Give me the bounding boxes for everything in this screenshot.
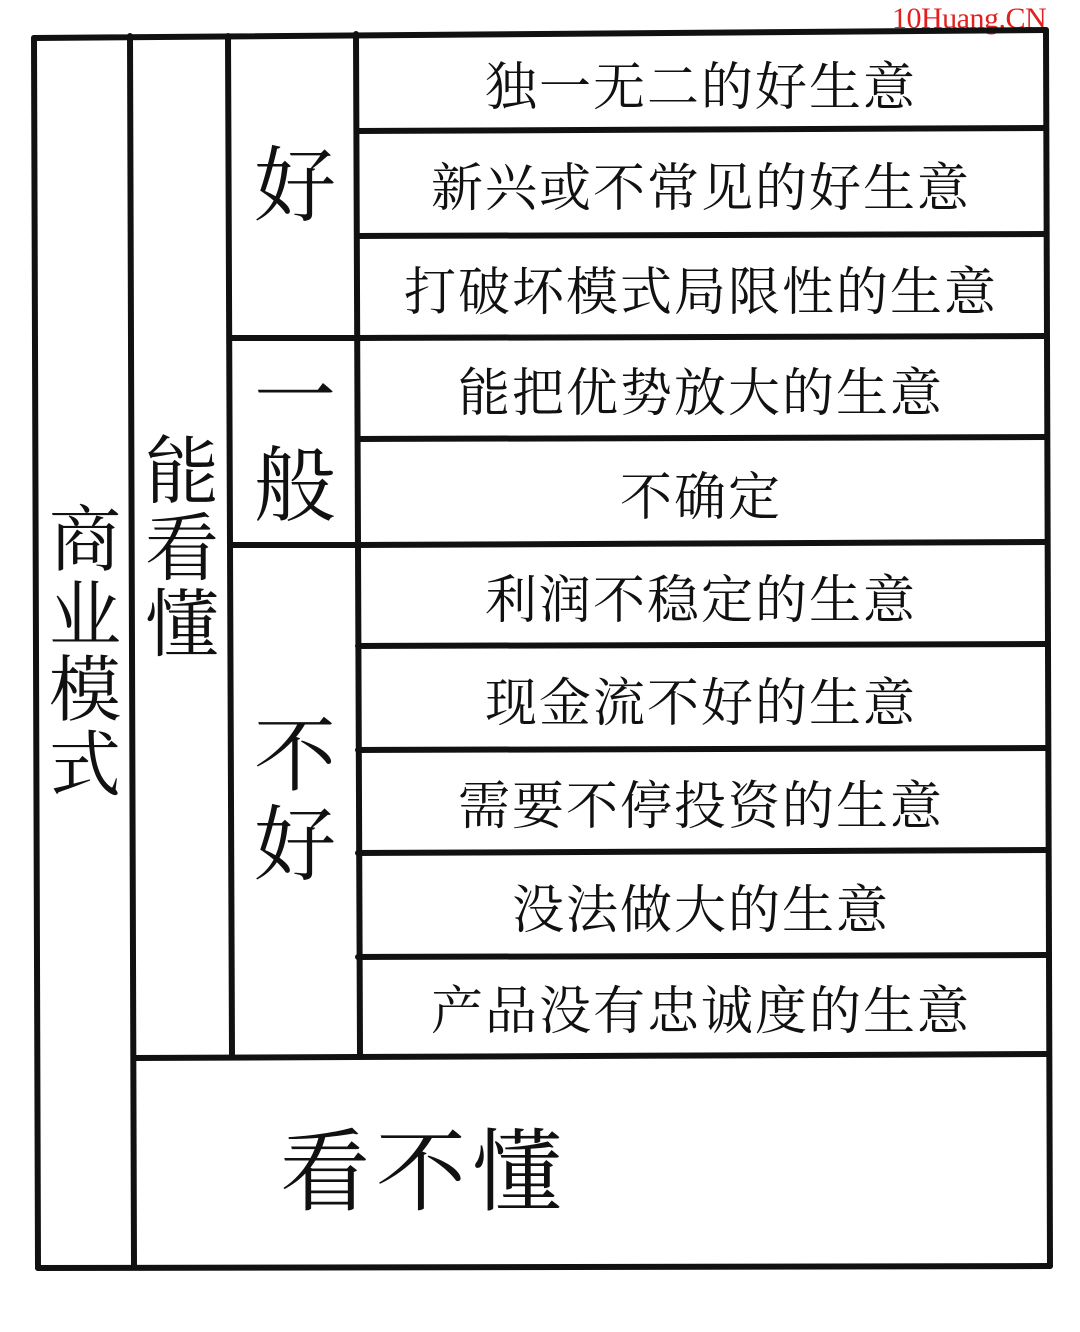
grade-1-char-2: 般 [253,438,336,534]
cell-good-2: 新兴或不常见的好生意 [430,159,971,219]
grade-2-char-2: 好 [253,798,336,893]
understandable-char-2: 看 [145,505,219,592]
business-model-char-1: 商 [48,498,121,583]
grade-2-char-1: 不 [253,709,336,805]
watermark: 10Huang.CN [892,2,1047,35]
cell-bad-3: 需要不停投资的生意 [457,777,944,837]
cell-bad-5: 产品没有忠诚度的生意 [430,981,971,1042]
outer-border-right [1046,30,1050,1266]
grade-bad-label [232,547,358,1057]
cell-bad-2: 现金流不好的生意 [484,673,917,734]
business-model-char-4: 式 [48,722,121,807]
understandable-label [134,40,230,1058]
cell-good-3: 打破坏模式局限性的生意 [403,262,998,323]
cell-good-1: 独一无二的好生意 [484,57,917,118]
grade-0-char-1: 好 [253,138,336,234]
understandable-char-1: 能 [145,428,219,515]
cell-bad-1: 利润不稳定的生意 [484,571,917,631]
outer-border-bottom [38,1266,1050,1268]
not-understandable-label: 看不懂 [280,1120,568,1225]
understandable-char-3: 懂 [145,582,219,669]
business-model-char-2: 业 [48,573,121,658]
cell-average-2: 不确定 [619,467,782,528]
cell-average-1: 能把优势放大的生意 [457,364,944,424]
grade-average-label [232,340,358,545]
business-model-char-3: 模 [48,648,121,732]
grade-1-char-1: 一 [253,349,336,445]
business-model-label [38,40,132,1266]
grade-good-label [232,36,358,338]
cell-bad-4: 没法做大的生意 [511,880,890,941]
